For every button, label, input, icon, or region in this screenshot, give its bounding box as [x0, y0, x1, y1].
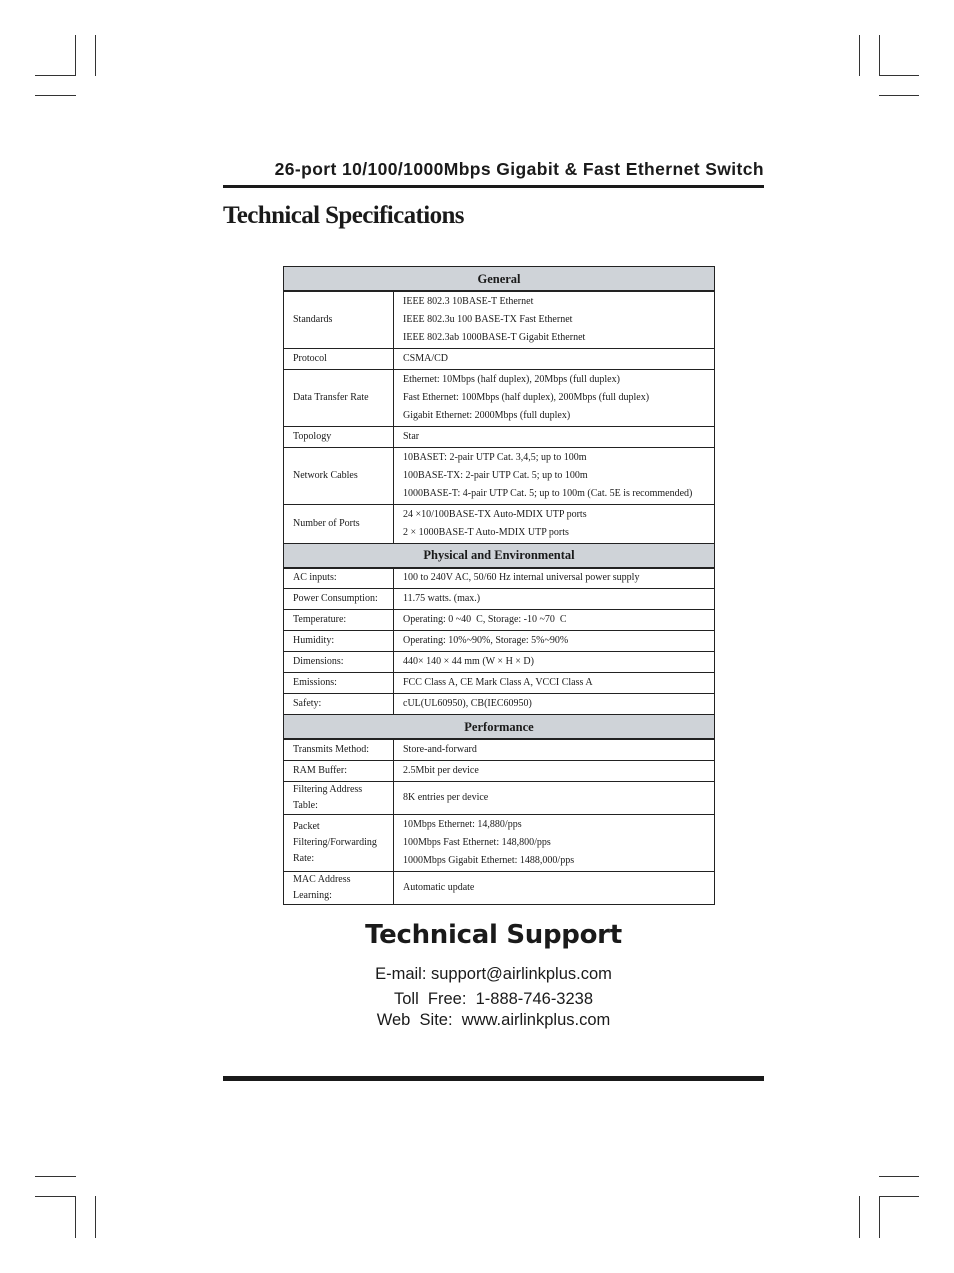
crop-mark [95, 1196, 96, 1238]
spec-value-line: Operating: 0 ~40 C, Storage: -10 ~70 C [403, 614, 567, 625]
page-title: Technical Specifications [223, 202, 464, 229]
spec-label: Emissions: [284, 673, 394, 694]
table-row [284, 610, 715, 631]
spec-label: Standards [284, 291, 394, 348]
crop-mark [859, 35, 860, 76]
spec-label: MAC Address Learning: [284, 871, 394, 904]
crop-mark [35, 1176, 76, 1177]
spec-value-line: Operating: 10%~90%, Storage: 5%~90% [403, 635, 569, 646]
table-row [284, 694, 715, 715]
spec-label: Packet Filtering/Forwarding Rate: [284, 814, 394, 871]
spec-value-line: cUL(UL60950), CB(IEC60950) [403, 698, 532, 709]
spec-value-line: 440× 140 × 44 mm (W × H × D) [403, 656, 534, 667]
spec-value [394, 447, 715, 504]
spec-value [394, 652, 715, 673]
spec-value-line: 1000Mbps Gigabit Ethernet: 1488,000/pps [403, 854, 575, 866]
spec-value [394, 568, 715, 589]
spec-label: AC inputs: [284, 568, 394, 589]
spec-value-line: Gigabit Ethernet: 2000Mbps (full duplex) [403, 409, 571, 421]
crop-mark [35, 95, 76, 96]
spec-value [394, 348, 715, 369]
table-row [284, 631, 715, 652]
crop-mark [75, 35, 76, 76]
spec-value-line: 24 ×10/100BASE-TX Auto-MDIX UTP ports [403, 508, 587, 520]
spec-value [394, 426, 715, 447]
table-row [284, 348, 715, 369]
spec-value [394, 739, 715, 760]
table-row [284, 589, 715, 610]
spec-value-line: 100Mbps Fast Ethernet: 148,800/pps [403, 836, 551, 848]
support-title: Technical Support [365, 920, 622, 950]
spec-label: Dimensions: [284, 652, 394, 673]
section-header: Performance [284, 715, 715, 740]
table-row [284, 760, 715, 781]
spec-value [394, 673, 715, 694]
spec-value [394, 610, 715, 631]
spec-value-line: FCC Class A, CE Mark Class A, VCCI Class A [403, 677, 593, 688]
crop-mark [35, 1196, 76, 1197]
spec-value-line: 1000BASE-T: 4-pair UTP Cat. 5; up to 100m (Cat. 5E is recommended) [403, 487, 693, 499]
table-row [284, 814, 715, 871]
crop-mark [879, 1176, 919, 1177]
spec-value-line: IEEE 802.3 10BASE-T Ethernet [403, 295, 534, 307]
table-row [284, 652, 715, 673]
spec-value-line: 10Mbps Ethernet: 14,880/pps [403, 818, 522, 830]
spec-value [394, 871, 715, 904]
spec-label: Data Transfer Rate [284, 369, 394, 426]
crop-mark [879, 1196, 880, 1238]
spec-value-line: Automatic update [403, 881, 475, 893]
spec-value-line: 10BASET: 2-pair UTP Cat. 3,4,5; up to 100m [403, 451, 587, 463]
crop-mark [879, 35, 880, 76]
table-row [284, 504, 715, 543]
table-row [284, 673, 715, 694]
spec-label: Number of Ports [284, 504, 394, 543]
crop-mark [75, 1196, 76, 1238]
spec-value-line: IEEE 802.3u 100 BASE-TX Fast Ethernet [403, 313, 573, 325]
table-row [284, 369, 715, 426]
table-row [284, 291, 715, 348]
spec-value-line: IEEE 802.3ab 1000BASE-T Gigabit Ethernet [403, 331, 586, 343]
spec-value [394, 781, 715, 814]
footer-rule [223, 1076, 764, 1081]
running-header-title: 26-port 10/100/1000Mbps Gigabit & Fast Ethernet Switch [274, 159, 764, 179]
spec-label: Humidity: [284, 631, 394, 652]
spec-label: Safety: [284, 694, 394, 715]
section-header: General [284, 267, 715, 292]
spec-value [394, 760, 715, 781]
spec-value-line: Store-and-forward [403, 743, 477, 755]
spec-label: RAM Buffer: [284, 760, 394, 781]
spec-value [394, 694, 715, 715]
table-row [284, 781, 715, 814]
spec-value-line: Ethernet: 10Mbps (half duplex), 20Mbps (full duplex) [403, 373, 620, 385]
header-rule [223, 185, 764, 188]
spec-table [283, 266, 715, 905]
spec-value-line: Fast Ethernet: 100Mbps (half duplex), 200Mbps (full duplex) [403, 391, 650, 403]
crop-mark [879, 95, 919, 96]
spec-value [394, 589, 715, 610]
crop-mark [95, 35, 96, 76]
spec-label: Topology [284, 426, 394, 447]
spec-value [394, 814, 715, 871]
section-header-row [284, 543, 715, 568]
spec-value-line: 2.5Mbit per device [403, 764, 479, 776]
section-header-row [284, 715, 715, 740]
crop-mark [879, 1196, 919, 1197]
table-row [284, 568, 715, 589]
spec-value [394, 291, 715, 348]
table-row [284, 426, 715, 447]
support-toll-free: Toll Free: 1-888-746-3238 [393, 990, 594, 1008]
spec-label: Protocol [284, 348, 394, 369]
spec-value-line: 100BASE-TX: 2-pair UTP Cat. 5; up to 100m [403, 469, 588, 481]
spec-value-line: Star [403, 430, 420, 442]
spec-label: Filtering Address Table: [284, 781, 394, 814]
table-row [284, 447, 715, 504]
table-row [284, 871, 715, 904]
support-email: E-mail: support@airlinkplus.com [375, 965, 612, 983]
table-row [284, 739, 715, 760]
spec-value-line: 100 to 240V AC, 50/60 Hz internal universal power supply [403, 572, 640, 584]
spec-value-line: CSMA/CD [403, 352, 449, 364]
support-web-site: Web Site: www.airlinkplus.com [376, 1011, 611, 1029]
section-header: Physical and Environmental [284, 543, 715, 568]
crop-mark [859, 1196, 860, 1238]
spec-label: Transmits Method: [284, 739, 394, 760]
crop-mark [879, 75, 919, 76]
spec-value [394, 631, 715, 652]
spec-value-line: 11.75 watts. (max.) [403, 593, 481, 604]
spec-value [394, 504, 715, 543]
crop-mark [35, 75, 76, 76]
spec-value [394, 369, 715, 426]
spec-value-line: 8K entries per device [403, 791, 489, 803]
section-header-row [284, 267, 715, 292]
spec-label: Network Cables [284, 447, 394, 504]
spec-value-line: 2 × 1000BASE-T Auto-MDIX UTP ports [403, 526, 569, 538]
spec-label: Temperature: [284, 610, 394, 631]
spec-label: Power Consumption: [284, 589, 394, 610]
